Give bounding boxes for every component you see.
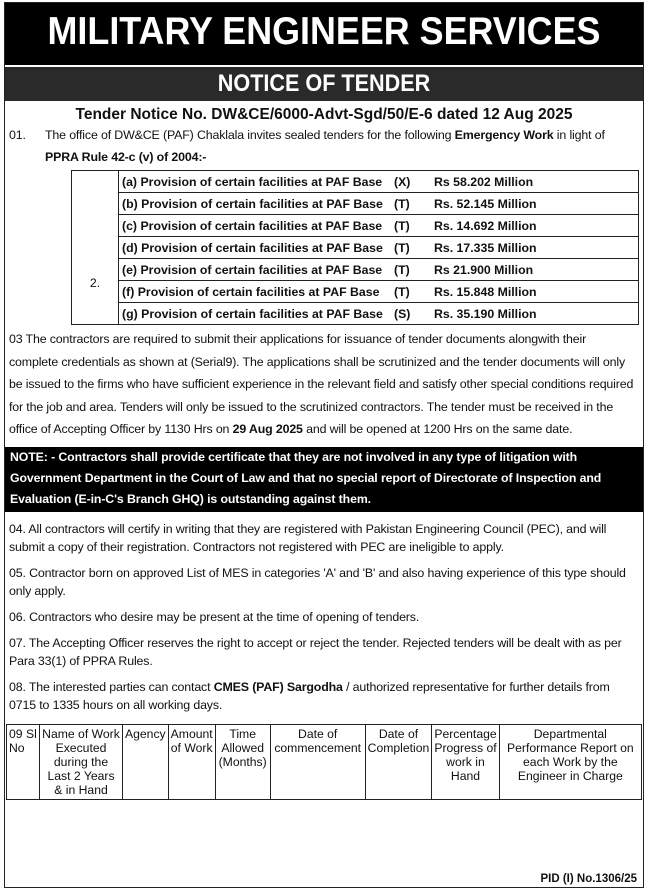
- item-category: (T): [394, 284, 410, 299]
- item-desc: Provision of certain facilities at PAF Base: [137, 284, 380, 299]
- item-letter: (c): [122, 218, 138, 233]
- works-row: [72, 237, 639, 259]
- paragraph-05: 05. Contractor born on approved List of MES in categories 'A' and 'B' and also having experience of this type should only apply.: [9, 565, 626, 598]
- paragraph-04: 04. All contractors will certify in writing that they are registered with Pakistan Engineering Council (PEC), and will submit a copy of their registration. Contractors not registered with PEC are ineligible to apply.: [9, 521, 607, 554]
- pid-number: PID (I) No.1306/25: [540, 873, 637, 885]
- paragraph-06: 06. Contractors who desire may be present at the time of opening of tenders.: [9, 609, 420, 624]
- bold-segment: 29 Aug 2025: [232, 422, 303, 436]
- item-desc: Provision of certain facilities at PAF Base: [141, 306, 383, 321]
- item-amount: Rs. 17.335 Million: [434, 240, 537, 255]
- works-row: [72, 171, 639, 193]
- works-row: [72, 259, 639, 281]
- subheader-title: NOTICE OF TENDER: [217, 70, 431, 97]
- column-header: Percentage Progress of work in Hand: [432, 724, 499, 799]
- item-category: (T): [394, 240, 410, 255]
- text-segment: and will be opened at 1200 Hrs on the same date.: [302, 422, 573, 436]
- header-title: MILITARY ENGINEER SERVICES: [31, 3, 618, 65]
- bold-segment: PPRA Rule 42-c (v) of 2004:-: [45, 150, 207, 164]
- works-row: [72, 215, 639, 237]
- item-desc: Provision of certain facilities at PAF Base: [141, 240, 383, 255]
- item-desc: Provision of certain facilities at PAF Base: [141, 196, 383, 211]
- text-segment: / authorized representative for further details from 0715 to 1335 hours on all working days.: [9, 679, 610, 712]
- works-row: [72, 193, 639, 215]
- works-item: [119, 281, 639, 303]
- note-banner: NOTE: - Contractors shall provide certificate that they are not involved in any type of litigation with Government Department in the Court of Law and that no special report of Directorate of Inspection and Evaluation (E-in-C's Branch GHQ) is outstanding against them.: [5, 447, 643, 512]
- item-amount: Rs 58.202 Million: [434, 174, 534, 189]
- paragraph-07: 07. The Accepting Officer reserves the right to accept or reject the tender. Rejected tenders will be dealt with as per Para 33(1) of PPRA Rules.: [9, 635, 622, 668]
- paragraph-03: [5, 328, 643, 441]
- column-header: Departmental Performance Report on each Work by the Engineer in Charge: [499, 724, 641, 799]
- works-item: [119, 215, 639, 237]
- item-desc: Provision of certain facilities at PAF Base: [140, 262, 383, 277]
- paragraph-text: [45, 124, 637, 168]
- works-item: [119, 259, 639, 281]
- column-header: Name of Work Executed during the Last 2 Years & in Hand: [40, 724, 123, 799]
- column-header: Date of commencement: [270, 724, 365, 799]
- paragraph-number: 01.: [9, 128, 26, 142]
- item-amount: Rs. 52.145 Million: [434, 196, 537, 211]
- works-item: [119, 303, 639, 325]
- item-letter: (e): [122, 262, 138, 277]
- item-amount: Rs. 14.692 Million: [434, 218, 537, 233]
- works-serial: 2.: [72, 171, 119, 325]
- paragraph-08: [5, 678, 643, 714]
- item-category: (T): [394, 218, 410, 233]
- item-letter: (a): [122, 174, 138, 189]
- tender-notice-page: [4, 2, 644, 888]
- works-row: [72, 281, 639, 303]
- works-row: [72, 303, 639, 325]
- item-category: (X): [394, 174, 411, 189]
- item-category: (T): [394, 196, 410, 211]
- text-segment: The office of DW&CE (PAF) Chaklala invites sealed tenders for the following: [45, 128, 455, 142]
- header-banner: [5, 3, 643, 65]
- column-header: Amount of Work: [168, 724, 215, 799]
- tender-number: Tender Notice No. DW&CE/6000-Advt-Sgd/50/E-6 dated 12 Aug 2025: [75, 106, 573, 123]
- column-header: Time Allowed (Months): [215, 724, 270, 799]
- works-item: [119, 171, 639, 193]
- item-letter: (d): [122, 240, 138, 255]
- text-segment: 08. The interested parties can contact: [9, 679, 214, 694]
- item-desc: Provision of certain facilities at PAF Base: [140, 218, 383, 233]
- column-header: Date of Completion: [365, 724, 432, 799]
- works-item: [119, 237, 639, 259]
- item-category: (T): [394, 262, 410, 277]
- item-letter: (f): [122, 284, 135, 299]
- item-desc: Provision of certain facilities at PAF Base: [140, 174, 383, 189]
- item-category: (S): [394, 306, 411, 321]
- item-amount: Rs. 35.190 Million: [434, 306, 537, 321]
- paragraph-01: [5, 124, 643, 168]
- text-segment: in light of: [553, 128, 605, 142]
- item-letter: (g): [122, 306, 138, 321]
- column-header: 09 Sl No: [7, 724, 40, 799]
- works-item: [119, 193, 639, 215]
- text-segment: 03 The contractors are required to submit their applications for issuance of tender documents alongwith their complete credentials as shown at (Serial9). The applications shall be scrutinized and the tender documents will only be issued to the firms who have sufficient experience in the relevant field and satisfy other special conditions required for the job and area. Tenders will only be issued to the scrutinized contractors. The tender must be received in the office of Accepting Officer by 1130 Hrs on: [9, 332, 634, 436]
- item-amount: Rs 21.900 Million: [434, 262, 534, 277]
- item-letter: (b): [122, 196, 138, 211]
- bold-segment: CMES (PAF) Sargodha: [213, 679, 343, 694]
- works-table: [71, 170, 639, 325]
- credentials-header-row: [7, 724, 642, 799]
- subheader-banner: [5, 67, 643, 101]
- bold-segment: Emergency Work: [454, 128, 554, 142]
- item-amount: Rs. 15.848 Million: [434, 284, 537, 299]
- credentials-table: [6, 724, 642, 800]
- column-header: Agency: [123, 724, 169, 799]
